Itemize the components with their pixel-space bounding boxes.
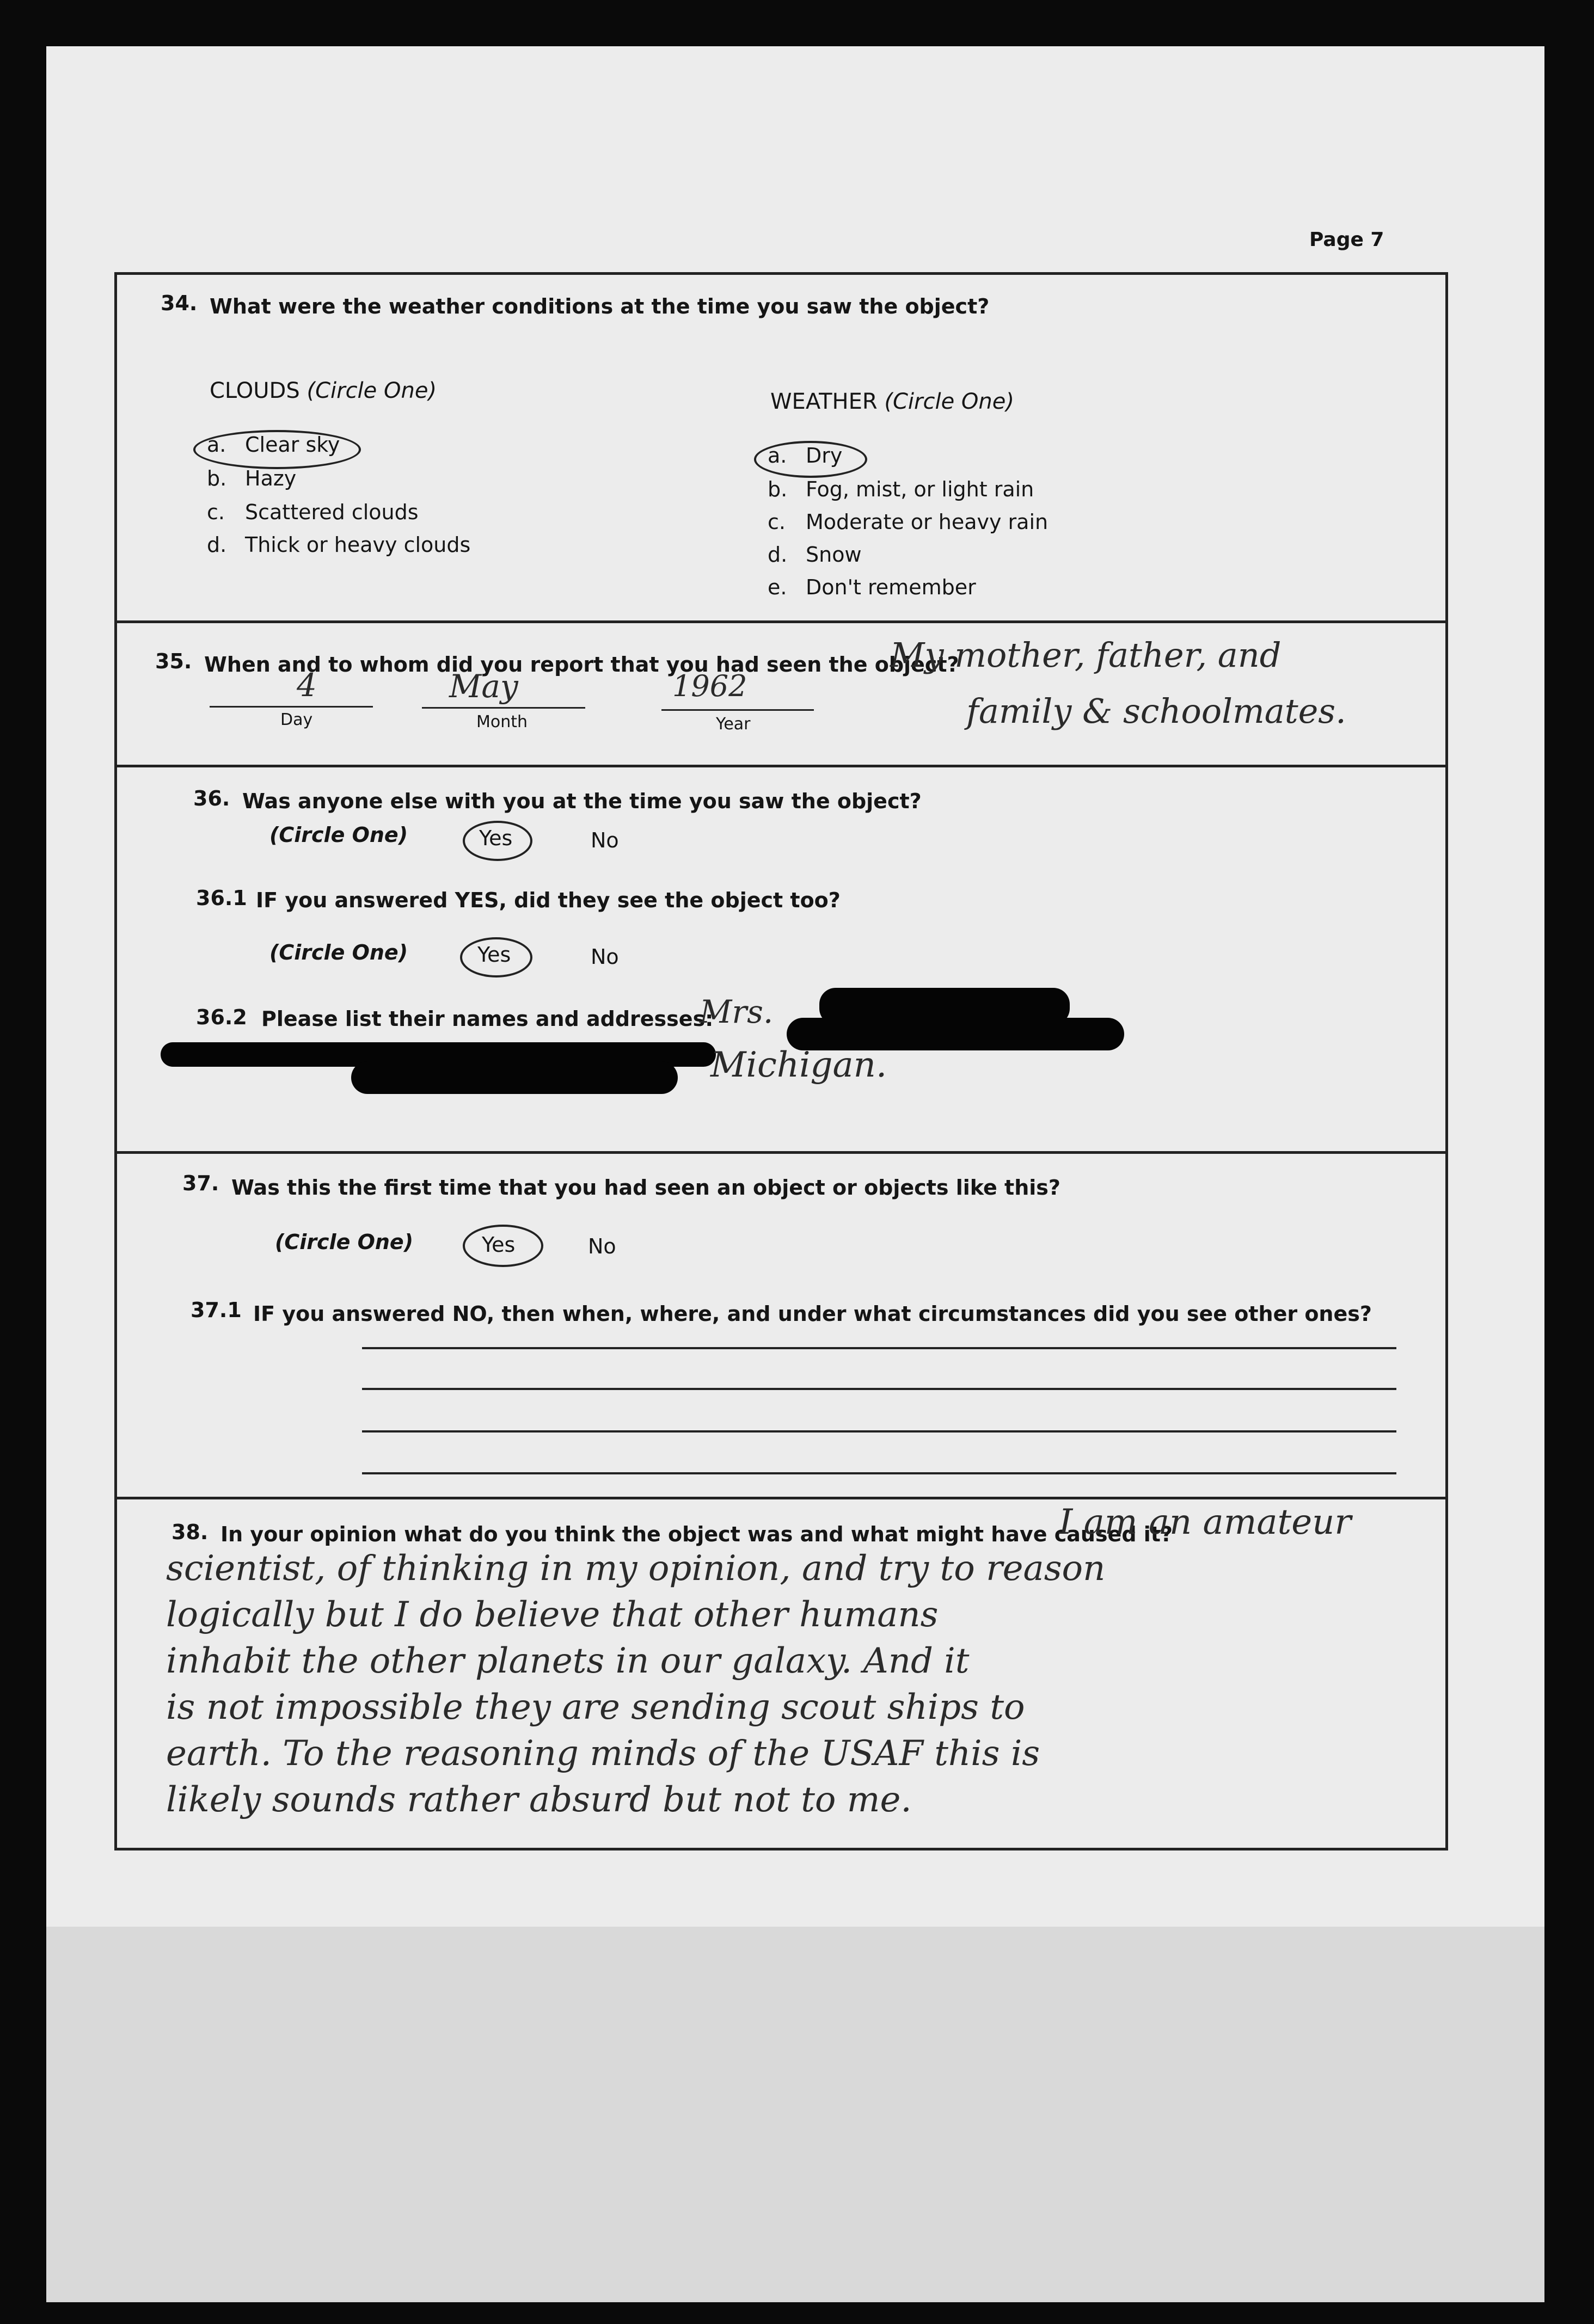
report-whom-line2: family & schoolmates. — [966, 691, 1346, 731]
q37-no: No — [588, 1234, 616, 1258]
clouds-c-label: Scattered clouds — [245, 500, 419, 524]
q36-circle-one: (Circle One) — [269, 823, 408, 847]
q362-number: 36.2 — [196, 1005, 247, 1029]
weather-b-label: Fog, mist, or light rain — [806, 477, 1034, 501]
weather-note: (Circle One) — [884, 389, 1014, 414]
q38-answer-line-6: earth. To the reasoning minds of the USAF this is — [166, 1733, 1040, 1774]
report-whom-line1: My mother, father, and — [890, 635, 1282, 675]
q37-number: 37. — [182, 1171, 219, 1195]
weather-d-letter: d. — [768, 543, 788, 567]
q37-text: Was this the first time that you had seen an object or objects like this? — [231, 1176, 1060, 1200]
q38-answer-line-1: I am an amateur — [1059, 1502, 1351, 1542]
q38-answer-line-7: likely sounds rather absurd but not to me. — [166, 1780, 912, 1820]
clouds-header-label: CLOUDS — [210, 378, 300, 403]
section-36 — [114, 765, 1448, 1154]
q36-yes: Yes — [479, 826, 513, 850]
clouds-a-letter: a. — [207, 433, 226, 457]
clouds-d-letter: d. — [207, 533, 227, 557]
weather-e-letter: e. — [768, 575, 787, 599]
q362-names-hand: Mrs. — [700, 993, 774, 1030]
redaction-bar-4 — [351, 1061, 678, 1094]
q37-yes: Yes — [482, 1233, 516, 1257]
weather-a-letter: a. — [768, 444, 787, 468]
weather-e-label: Don't remember — [806, 575, 976, 599]
clouds-header — [210, 378, 437, 403]
clouds-d-label: Thick or heavy clouds — [245, 533, 471, 557]
q371-answer-line-1 — [362, 1347, 1396, 1349]
section-35 — [114, 620, 1448, 767]
q38-number: 38. — [171, 1520, 209, 1544]
report-year-hand: 1962 — [672, 669, 747, 703]
q362-address-hand: Michigan. — [710, 1045, 887, 1085]
q36-text: Was anyone else with you at the time you saw the object? — [242, 789, 922, 813]
q362-text: Please list their names and addresses: — [261, 1007, 714, 1031]
q361-text: IF you answered YES, did they see the object too? — [256, 888, 841, 912]
month-label: Month — [476, 712, 528, 731]
q361-no: No — [591, 945, 619, 969]
q38-answer-line-3: logically but I do believe that other humans — [166, 1595, 939, 1635]
day-label: Day — [280, 710, 313, 729]
q371-number: 37.1 — [191, 1298, 242, 1322]
q371-text: IF you answered NO, then when, where, and under what circumstances did you see other ones? — [253, 1302, 1372, 1326]
q35-text: When and to whom did you report that you had seen the object? — [204, 653, 959, 677]
weather-c-letter: c. — [768, 510, 786, 534]
q38-answer-line-2: scientist, of thinking in my opinion, and try to reason — [166, 1548, 1106, 1589]
q38-text: In your opinion what do you think the object was and what might have caused it? — [220, 1522, 1173, 1546]
clouds-a-label: Clear sky — [245, 433, 340, 457]
page-number: Page 7 — [1309, 229, 1384, 251]
clouds-b-label: Hazy — [245, 466, 297, 490]
section-37 — [114, 1151, 1448, 1499]
q34-number: 34. — [161, 291, 198, 315]
weather-header-label: WEATHER — [770, 389, 878, 414]
day-line — [210, 706, 373, 708]
year-line — [661, 709, 814, 711]
q361-circle-one: (Circle One) — [269, 940, 408, 964]
q361-number: 36.1 — [196, 886, 247, 910]
month-line — [422, 707, 585, 709]
q34-text: What were the weather conditions at the time you saw the object? — [210, 294, 990, 318]
year-label: Year — [716, 715, 751, 734]
clouds-note: (Circle One) — [306, 378, 437, 403]
q35-number: 35. — [155, 649, 192, 673]
weather-b-letter: b. — [768, 477, 788, 501]
section-34 — [114, 272, 1448, 623]
q38-answer-line-5: is not impossible they are sending scout ships to — [166, 1687, 1025, 1727]
q371-answer-line-3 — [362, 1430, 1396, 1432]
clouds-b-letter: b. — [207, 466, 227, 490]
q371-answer-line-4 — [362, 1472, 1396, 1474]
q371-answer-line-2 — [362, 1388, 1396, 1390]
weather-c-label: Moderate or heavy rain — [806, 510, 1049, 534]
q361-yes: Yes — [477, 943, 511, 967]
weather-a-label: Dry — [806, 444, 843, 468]
weather-header — [770, 389, 1014, 414]
q38-answer-line-4: inhabit the other planets in our galaxy. And it — [166, 1641, 970, 1681]
weather-d-label: Snow — [806, 543, 862, 567]
q36-no: No — [591, 828, 619, 852]
clouds-c-letter: c. — [207, 500, 225, 524]
q37-circle-one: (Circle One) — [275, 1230, 414, 1254]
report-day-hand: 4 — [297, 667, 317, 704]
report-month-hand: May — [449, 668, 518, 705]
section-38 — [114, 1497, 1448, 1850]
q36-number: 36. — [193, 786, 230, 810]
